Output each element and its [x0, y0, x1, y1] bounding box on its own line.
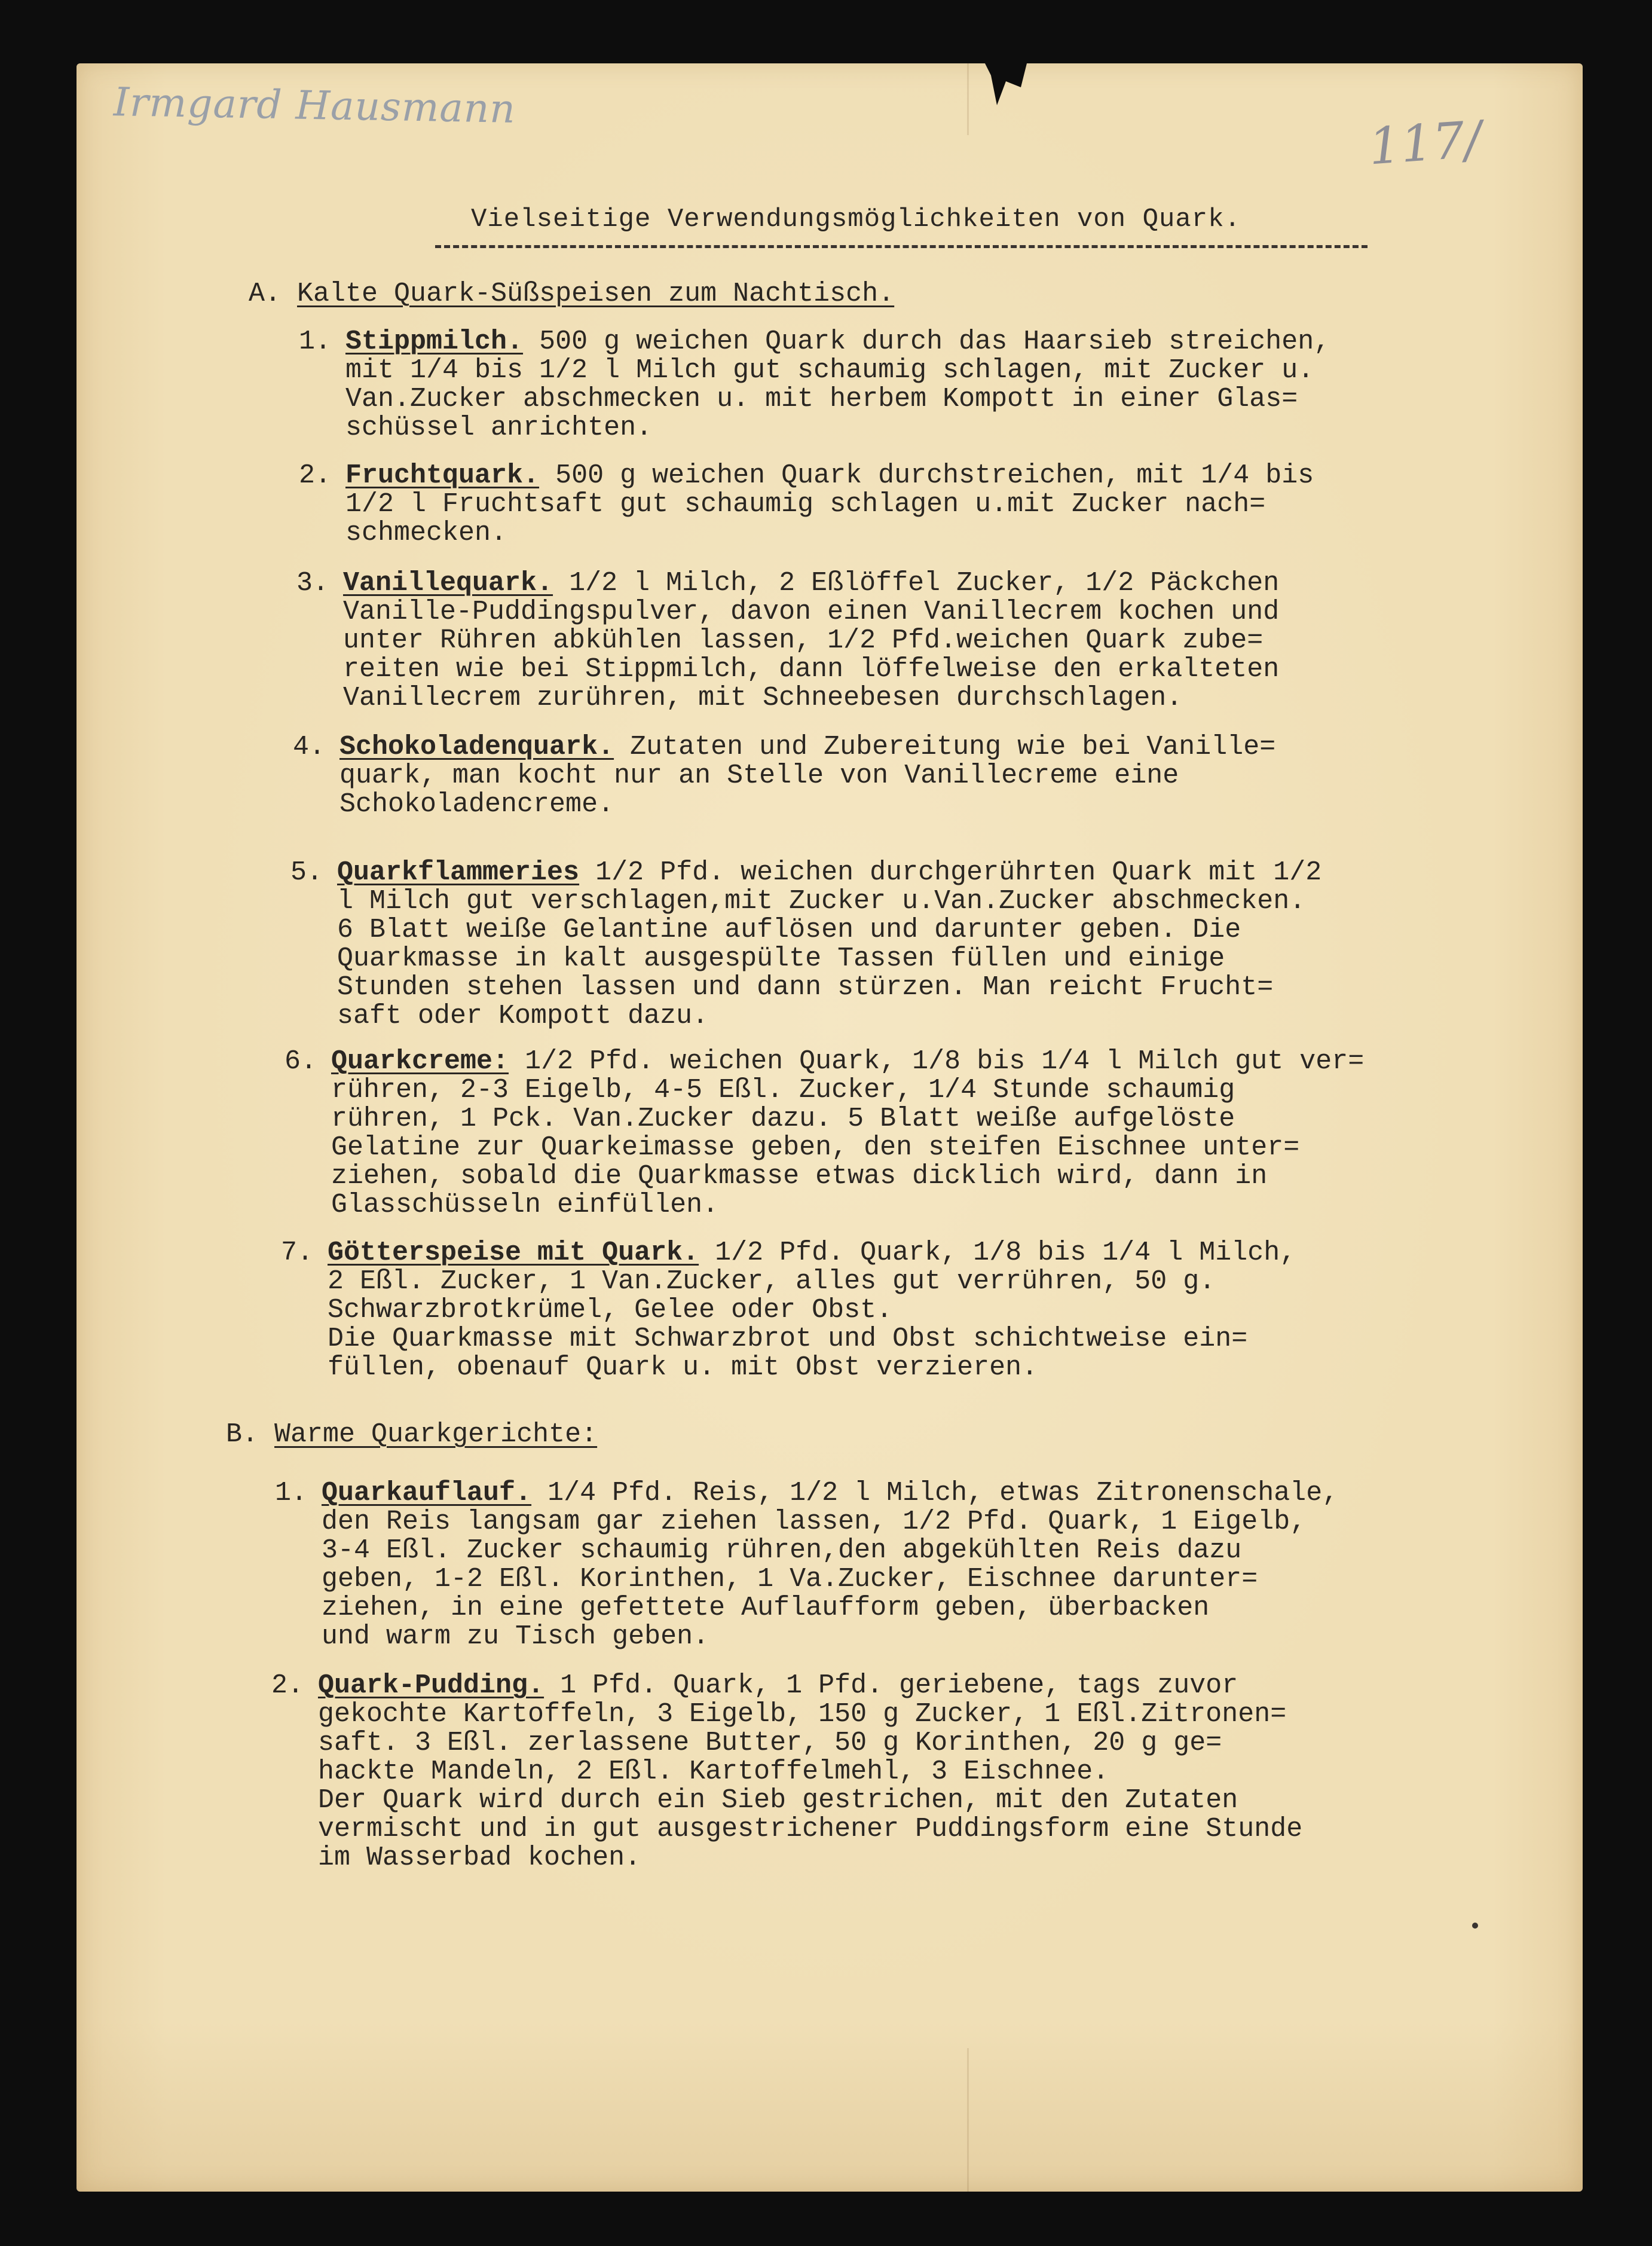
- recipe-text: [337, 858, 1321, 1031]
- recipe-line: vermischt und in gut ausgestrichener Puddingsform eine Stunde: [318, 1814, 1303, 1844]
- recipe-line: Gelatine zur Quarkeimasse geben, den steifen Eischnee unter=: [331, 1132, 1300, 1163]
- section-title: Kalte Quark-Süßspeisen zum Nachtisch.: [297, 279, 895, 309]
- recipe-name: Vanillequark.: [343, 568, 553, 598]
- recipe-first-line-text: Zutaten und Zubereitung wie bei Vanille=: [614, 732, 1276, 762]
- recipe-line: schüssel anrichten.: [345, 412, 653, 443]
- recipe-line: quark, man kocht nur an Stelle von Vanillecreme eine: [339, 760, 1179, 791]
- recipe-line: schmecken.: [345, 518, 507, 548]
- recipe-first-line: [343, 569, 1279, 598]
- section-a-heading: [249, 279, 894, 309]
- recipe-line: und warm zu Tisch geben.: [322, 1621, 709, 1652]
- recipe-first-line-text: 500 g weichen Quark durchstreichen, mit 1/4 bis: [539, 460, 1314, 491]
- recipe-name: Quarkauflauf.: [322, 1478, 532, 1508]
- recipe-number: 6.: [284, 1046, 317, 1077]
- recipe-text: [339, 733, 1275, 819]
- recipe-number: 2.: [271, 1670, 304, 1701]
- recipe-line: ziehen, sobald die Quarkmasse etwas dicklich wird, dann in: [331, 1161, 1268, 1191]
- recipe-line: Die Quarkmasse mit Schwarzbrot und Obst schichtweise ein=: [328, 1324, 1248, 1354]
- section-title: Warme Quarkgerichte:: [274, 1419, 598, 1450]
- recipe-number: 1.: [299, 326, 332, 357]
- recipe-line: unter Rühren abkühlen lassen, 1/2 Pfd.weichen Quark zube=: [343, 625, 1264, 656]
- recipe-text: [331, 1047, 1364, 1220]
- recipe-line: Quarkmasse in kalt ausgespülte Tassen füllen und einige: [337, 943, 1225, 974]
- recipe-first-line: [339, 733, 1275, 762]
- recipe-first-line: [337, 858, 1321, 887]
- section-letter: A.: [249, 279, 282, 309]
- recipe-number: 2.: [299, 460, 332, 491]
- recipe-line: 3-4 Eßl. Zucker schaumig rühren,den abgekühlten Reis dazu: [322, 1535, 1242, 1566]
- recipe-line: Schokoladencreme.: [339, 789, 614, 820]
- recipe-number: 4.: [293, 732, 326, 762]
- recipe-line: Van.Zucker abschmecken u. mit herbem Kompott in einer Glas=: [345, 384, 1298, 414]
- recipe-line: reiten wie bei Stippmilch, dann löffelweise den erkalteten: [343, 654, 1280, 685]
- recipe-line: saft oder Kompott dazu.: [337, 1001, 709, 1031]
- recipe-text: [345, 462, 1314, 548]
- recipe-first-line-text: 500 g weichen Quark durch das Haarsieb streichen,: [523, 326, 1330, 357]
- recipe-line: l Milch gut verschlagen,mit Zucker u.Van.Zucker abschmecken.: [337, 886, 1306, 916]
- recipe-line: Vanille-Puddingspulver, davon einen Vanillecrem kochen und: [343, 597, 1280, 627]
- recipe-text: [318, 1671, 1302, 1872]
- recipe-number: 5.: [290, 857, 323, 888]
- recipe-first-line-text: 1 Pfd. Quark, 1 Pfd. geriebene, tags zuvor: [544, 1670, 1238, 1701]
- handwritten-page-number: 117/: [1366, 109, 1483, 176]
- recipe-first-line-text: 1/2 Pfd. weichen Quark, 1/8 bis 1/4 l Milch gut ver=: [509, 1046, 1365, 1077]
- recipe-line: rühren, 2-3 Eigelb, 4-5 Eßl. Zucker, 1/4 Stunde schaumig: [331, 1075, 1235, 1105]
- recipe-line: saft. 3 Eßl. zerlassene Butter, 50 g Korinthen, 20 g ge=: [318, 1728, 1222, 1758]
- recipe-line: mit 1/4 bis 1/2 l Milch gut schaumig schlagen, mit Zucker u.: [345, 355, 1314, 386]
- recipe-text: [322, 1479, 1338, 1651]
- recipe-first-line-text: 1/2 Pfd. Quark, 1/8 bis 1/4 l Milch,: [699, 1237, 1296, 1268]
- recipe-line: Glasschüsseln einfüllen.: [331, 1190, 719, 1220]
- recipe-name: Quarkflammeries: [337, 857, 580, 888]
- handwritten-name: Irmgard Hausmann: [113, 79, 516, 132]
- recipe-text: [345, 328, 1330, 442]
- recipe-line: 6 Blatt weiße Gelantine auflösen und darunter geben. Die: [337, 915, 1241, 945]
- recipe-name: Fruchtquark.: [345, 460, 540, 491]
- recipe-line: 1/2 l Fruchtsaft gut schaumig schlagen u.mit Zucker nach=: [345, 489, 1266, 520]
- section-b-heading: [226, 1419, 597, 1450]
- recipe-first-line: [328, 1239, 1296, 1267]
- recipe-number: 1.: [275, 1478, 308, 1508]
- document-title: Vielseitige Verwendungsmöglichkeiten von Quark.: [471, 204, 1241, 234]
- recipe-line: im Wasserbad kochen.: [318, 1842, 641, 1873]
- recipe-first-line-text: 1/4 Pfd. Reis, 1/2 l Milch, etwas Zitronenschale,: [531, 1478, 1339, 1508]
- recipe-first-line-text: 1/2 l Milch, 2 Eßlöffel Zucker, 1/2 Päckchen: [553, 568, 1280, 598]
- recipe-name: Stippmilch.: [345, 326, 524, 357]
- recipe-first-line: [331, 1047, 1364, 1076]
- recipe-line: hackte Mandeln, 2 Eßl. Kartoffelmehl, 3 Eischnee.: [318, 1756, 1109, 1787]
- recipe-line: rühren, 1 Pck. Van.Zucker dazu. 5 Blatt weiße aufgelöste: [331, 1104, 1235, 1134]
- recipe-name: Schokoladenquark.: [339, 732, 614, 762]
- fold-line-bottom: [967, 2048, 969, 2192]
- recipe-line: 2 Eßl. Zucker, 1 Van.Zucker, alles gut verrühren, 50 g.: [328, 1266, 1216, 1297]
- recipe-line: Der Quark wird durch ein Sieb gestrichen, mit den Zutaten: [318, 1785, 1238, 1816]
- recipe-line: gekochte Kartoffeln, 3 Eigelb, 150 g Zucker, 1 Eßl.Zitronen=: [318, 1699, 1287, 1729]
- recipe-first-line-text: 1/2 Pfd. weichen durchgerührten Quark mit 1/2: [579, 857, 1322, 888]
- recipe-first-line: [318, 1671, 1302, 1700]
- recipe-text: [328, 1239, 1296, 1382]
- paper-tear: [985, 63, 1027, 117]
- recipe-name: Quark-Pudding.: [318, 1670, 544, 1701]
- recipe-line: den Reis langsam gar ziehen lassen, 1/2 Pfd. Quark, 1 Eigelb,: [322, 1506, 1307, 1537]
- recipe-line: ziehen, in eine gefettete Auflaufform geben, überbacken: [322, 1593, 1210, 1623]
- section-letter: B.: [226, 1419, 259, 1450]
- recipe-first-line: [322, 1479, 1338, 1508]
- ink-speck: [1472, 1923, 1478, 1929]
- fold-line-top: [967, 63, 969, 135]
- recipe-text: [343, 569, 1279, 713]
- recipe-line: füllen, obenauf Quark u. mit Obst verzieren.: [328, 1352, 1038, 1383]
- recipe-number: 7.: [281, 1237, 314, 1268]
- recipe-name: Quarkcreme:: [331, 1046, 509, 1077]
- recipe-line: Schwarzbrotkrümel, Gelee oder Obst.: [328, 1295, 893, 1325]
- recipe-line: geben, 1-2 Eßl. Korinthen, 1 Va.Zucker, Eischnee darunter=: [322, 1564, 1258, 1594]
- recipe-number: 3.: [296, 568, 329, 598]
- title-dashed-underline: [435, 245, 1368, 248]
- recipe-name: Götterspeise mit Quark.: [328, 1237, 699, 1268]
- recipe-first-line: [345, 462, 1314, 490]
- recipe-first-line: [345, 328, 1330, 356]
- recipe-line: Vanillecrem zurühren, mit Schneebesen durchschlagen.: [343, 683, 1183, 713]
- recipe-line: Stunden stehen lassen und dann stürzen. Man reicht Frucht=: [337, 972, 1274, 1003]
